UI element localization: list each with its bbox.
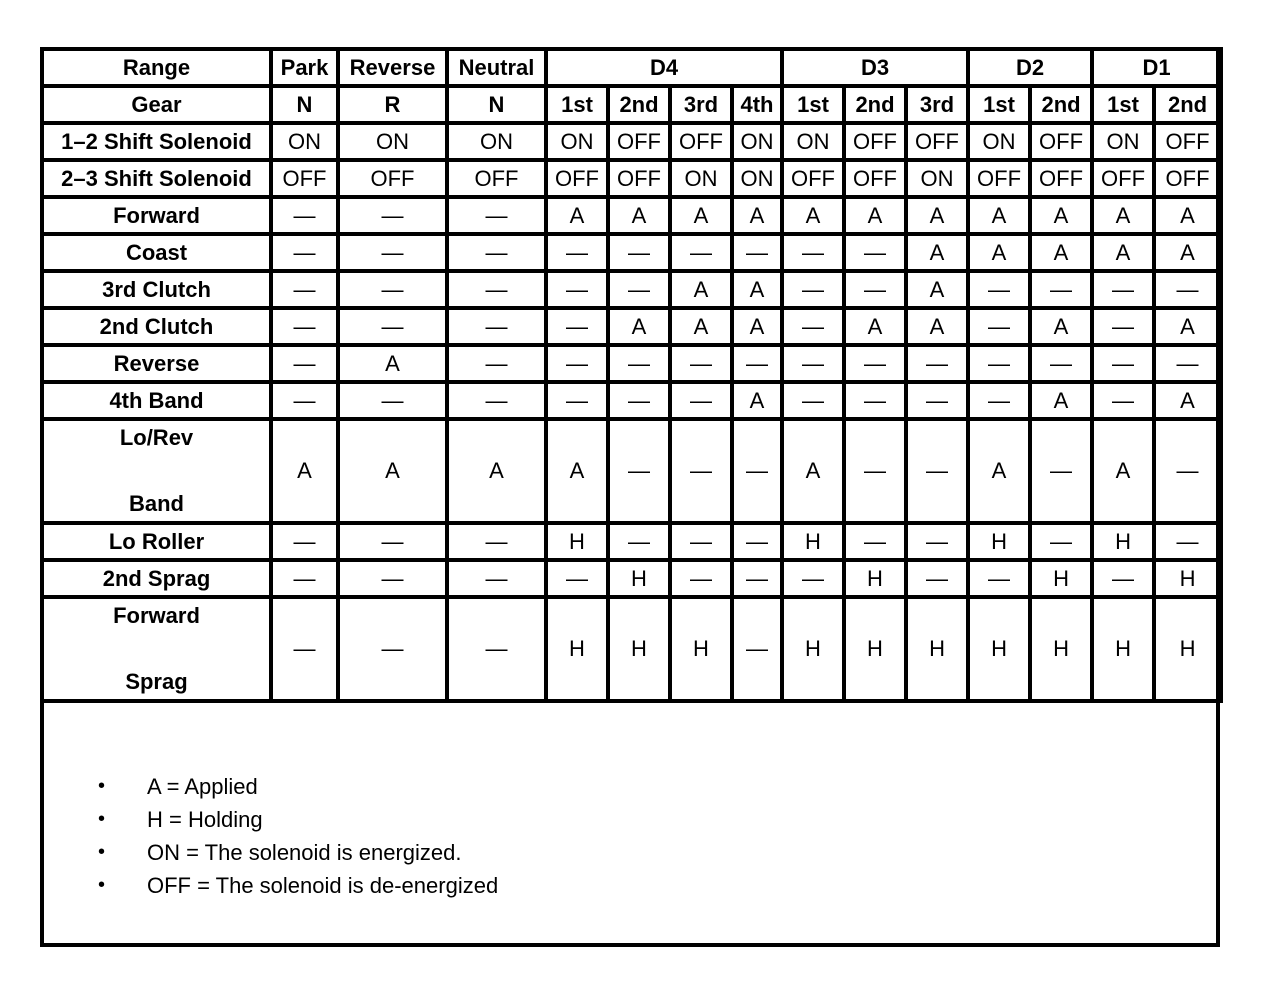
value-cell: —: [844, 271, 906, 308]
value-cell: H: [1092, 597, 1154, 701]
value-cell: —: [844, 345, 906, 382]
note-item: [44, 770, 1214, 803]
value-cell: A: [1030, 197, 1092, 234]
value-cell: H: [782, 597, 844, 701]
range-header-cell: Park: [271, 49, 338, 86]
value-cell: —: [608, 382, 670, 419]
row-label: 2nd Sprag: [42, 560, 271, 597]
gear-header-cell: N: [271, 86, 338, 123]
value-cell: OFF: [844, 160, 906, 197]
value-cell: A: [732, 271, 782, 308]
value-cell: —: [968, 382, 1030, 419]
value-cell: OFF: [1154, 123, 1221, 160]
value-cell: —: [546, 234, 608, 271]
value-cell: A: [546, 197, 608, 234]
value-cell: A: [1154, 382, 1221, 419]
value-cell: A: [906, 234, 968, 271]
gear-header-cell: 1st: [968, 86, 1030, 123]
value-cell: OFF: [608, 123, 670, 160]
gear-header-cell: 2nd: [1030, 86, 1092, 123]
value-cell: A: [844, 197, 906, 234]
value-cell: A: [1092, 197, 1154, 234]
value-cell: A: [670, 308, 732, 345]
table-row: [42, 597, 1221, 701]
value-cell: —: [844, 382, 906, 419]
range-header-cell: D3: [782, 49, 968, 86]
row-label-top: Forward: [113, 603, 200, 628]
value-cell: ON: [271, 123, 338, 160]
value-cell: —: [782, 560, 844, 597]
value-cell: H: [1154, 597, 1221, 701]
value-cell: —: [338, 197, 447, 234]
row-label: Reverse: [42, 345, 271, 382]
gear-header-cell: 1st: [782, 86, 844, 123]
value-cell: A: [732, 382, 782, 419]
value-cell: H: [844, 597, 906, 701]
value-cell: —: [338, 523, 447, 560]
value-cell: —: [670, 419, 732, 523]
value-cell: —: [968, 308, 1030, 345]
value-cell: —: [670, 382, 732, 419]
value-cell: H: [546, 597, 608, 701]
row-label: 4th Band: [42, 382, 271, 419]
value-cell: —: [271, 308, 338, 345]
value-cell: —: [906, 560, 968, 597]
value-cell: —: [1030, 271, 1092, 308]
value-cell: —: [447, 597, 546, 701]
value-cell: —: [447, 560, 546, 597]
table-row: [42, 197, 1221, 234]
note-text: H = Holding: [147, 807, 263, 832]
range-header-cell: D1: [1092, 49, 1221, 86]
table-row: [42, 308, 1221, 345]
value-cell: —: [732, 419, 782, 523]
value-cell: A: [447, 419, 546, 523]
value-cell: OFF: [844, 123, 906, 160]
gear-header-label: Gear: [42, 86, 271, 123]
value-cell: —: [1030, 419, 1092, 523]
value-cell: ON: [338, 123, 447, 160]
range-header-label: Range: [42, 49, 271, 86]
range-header-row: [42, 49, 1221, 86]
note-item: [44, 836, 1214, 869]
value-cell: A: [608, 308, 670, 345]
value-cell: —: [732, 523, 782, 560]
value-cell: —: [670, 234, 732, 271]
value-cell: A: [1092, 419, 1154, 523]
value-cell: OFF: [1092, 160, 1154, 197]
value-cell: —: [546, 560, 608, 597]
gear-header-cell: 3rd: [906, 86, 968, 123]
value-cell: OFF: [608, 160, 670, 197]
value-cell: H: [968, 523, 1030, 560]
value-cell: —: [732, 234, 782, 271]
value-cell: —: [447, 382, 546, 419]
value-cell: —: [1154, 419, 1221, 523]
table-row: [42, 271, 1221, 308]
value-cell: —: [1092, 560, 1154, 597]
value-cell: ON: [670, 160, 732, 197]
clutch-application-table: [40, 47, 1223, 703]
value-cell: A: [1030, 234, 1092, 271]
value-cell: —: [782, 382, 844, 419]
value-cell: ON: [906, 160, 968, 197]
value-cell: ON: [782, 123, 844, 160]
row-label: [42, 419, 271, 523]
value-cell: H: [844, 560, 906, 597]
gear-header-cell: 2nd: [1154, 86, 1221, 123]
value-cell: A: [732, 197, 782, 234]
value-cell: OFF: [271, 160, 338, 197]
value-cell: —: [906, 345, 968, 382]
value-cell: A: [968, 197, 1030, 234]
value-cell: —: [608, 419, 670, 523]
gear-header-cell: R: [338, 86, 447, 123]
value-cell: —: [906, 382, 968, 419]
row-label: Coast: [42, 234, 271, 271]
gear-header-cell: 3rd: [670, 86, 732, 123]
value-cell: A: [732, 308, 782, 345]
value-cell: A: [782, 197, 844, 234]
value-cell: H: [1154, 560, 1221, 597]
value-cell: —: [447, 308, 546, 345]
value-cell: A: [906, 308, 968, 345]
value-cell: OFF: [906, 123, 968, 160]
gear-header-cell: 2nd: [608, 86, 670, 123]
value-cell: —: [1092, 271, 1154, 308]
legend-notes: [44, 770, 1214, 902]
value-cell: —: [546, 345, 608, 382]
value-cell: —: [271, 523, 338, 560]
row-label: 3rd Clutch: [42, 271, 271, 308]
value-cell: —: [338, 382, 447, 419]
value-cell: —: [782, 308, 844, 345]
value-cell: A: [782, 419, 844, 523]
value-cell: OFF: [968, 160, 1030, 197]
table-row: [42, 523, 1221, 560]
value-cell: —: [1092, 382, 1154, 419]
table-row: [42, 382, 1221, 419]
table-row: [42, 160, 1221, 197]
value-cell: —: [670, 345, 732, 382]
value-cell: H: [546, 523, 608, 560]
value-cell: —: [782, 271, 844, 308]
value-cell: H: [968, 597, 1030, 701]
value-cell: A: [1030, 308, 1092, 345]
value-cell: ON: [447, 123, 546, 160]
value-cell: ON: [732, 160, 782, 197]
value-cell: —: [608, 234, 670, 271]
range-header-cell: Neutral: [447, 49, 546, 86]
value-cell: A: [670, 197, 732, 234]
value-cell: —: [1154, 271, 1221, 308]
value-cell: A: [844, 308, 906, 345]
value-cell: —: [844, 523, 906, 560]
table-row: [42, 345, 1221, 382]
value-cell: —: [608, 345, 670, 382]
value-cell: A: [338, 419, 447, 523]
value-cell: OFF: [1154, 160, 1221, 197]
row-label-top: Lo/Rev: [119, 425, 194, 450]
value-cell: —: [732, 597, 782, 701]
row-label: 2–3 Shift Solenoid: [42, 160, 271, 197]
value-cell: —: [338, 560, 447, 597]
gear-header-cell: N: [447, 86, 546, 123]
value-cell: H: [608, 597, 670, 701]
value-cell: —: [546, 382, 608, 419]
value-cell: —: [670, 560, 732, 597]
value-cell: OFF: [338, 160, 447, 197]
value-cell: H: [1030, 597, 1092, 701]
value-cell: A: [1154, 197, 1221, 234]
table-row: [42, 419, 1221, 523]
note-text: A = Applied: [147, 774, 258, 799]
value-cell: ON: [546, 123, 608, 160]
value-cell: A: [670, 271, 732, 308]
value-cell: —: [271, 271, 338, 308]
value-cell: —: [338, 308, 447, 345]
value-cell: OFF: [447, 160, 546, 197]
value-cell: H: [608, 560, 670, 597]
value-cell: A: [1030, 382, 1092, 419]
note-text: ON = The solenoid is energized.: [147, 840, 462, 865]
value-cell: A: [906, 271, 968, 308]
value-cell: H: [906, 597, 968, 701]
row-label-bottom: Band: [129, 491, 184, 516]
value-cell: H: [782, 523, 844, 560]
value-cell: —: [271, 560, 338, 597]
note-text: OFF = The solenoid is de-energized: [147, 873, 499, 898]
range-header-cell: D2: [968, 49, 1092, 86]
row-label: Lo Roller: [42, 523, 271, 560]
value-cell: A: [968, 234, 1030, 271]
value-cell: —: [271, 197, 338, 234]
value-cell: —: [271, 234, 338, 271]
value-cell: —: [844, 419, 906, 523]
value-cell: ON: [968, 123, 1030, 160]
row-label: [42, 597, 271, 701]
value-cell: —: [271, 597, 338, 701]
value-cell: ON: [1092, 123, 1154, 160]
value-cell: —: [271, 382, 338, 419]
value-cell: —: [732, 560, 782, 597]
value-cell: A: [1154, 308, 1221, 345]
value-cell: —: [1092, 345, 1154, 382]
range-header-cell: D4: [546, 49, 782, 86]
value-cell: —: [968, 345, 1030, 382]
value-cell: —: [1030, 345, 1092, 382]
value-cell: OFF: [782, 160, 844, 197]
value-cell: —: [608, 271, 670, 308]
value-cell: A: [271, 419, 338, 523]
gear-header-cell: 4th: [732, 86, 782, 123]
range-header-cell: Reverse: [338, 49, 447, 86]
value-cell: —: [906, 419, 968, 523]
row-label: 2nd Clutch: [42, 308, 271, 345]
value-cell: A: [906, 197, 968, 234]
gear-header-cell: 2nd: [844, 86, 906, 123]
value-cell: —: [1154, 523, 1221, 560]
value-cell: —: [447, 197, 546, 234]
value-cell: A: [608, 197, 670, 234]
value-cell: —: [338, 271, 447, 308]
value-cell: —: [546, 271, 608, 308]
value-cell: A: [546, 419, 608, 523]
gear-header-cell: 1st: [546, 86, 608, 123]
bullet-icon: •: [98, 775, 106, 797]
value-cell: —: [782, 234, 844, 271]
value-cell: —: [844, 234, 906, 271]
value-cell: —: [1030, 523, 1092, 560]
value-cell: —: [1154, 345, 1221, 382]
value-cell: —: [546, 308, 608, 345]
table-row: [42, 560, 1221, 597]
value-cell: A: [338, 345, 447, 382]
value-cell: OFF: [1030, 160, 1092, 197]
gear-header-cell: 1st: [1092, 86, 1154, 123]
bullet-icon: •: [98, 808, 106, 830]
value-cell: —: [447, 271, 546, 308]
value-cell: —: [968, 271, 1030, 308]
value-cell: —: [906, 523, 968, 560]
row-label: Forward: [42, 197, 271, 234]
value-cell: —: [732, 345, 782, 382]
value-cell: A: [968, 419, 1030, 523]
note-item: [44, 869, 1214, 902]
value-cell: —: [447, 345, 546, 382]
value-cell: OFF: [670, 123, 732, 160]
value-cell: —: [1092, 308, 1154, 345]
value-cell: —: [271, 345, 338, 382]
table-row: [42, 234, 1221, 271]
table-row: [42, 123, 1221, 160]
value-cell: —: [447, 523, 546, 560]
value-cell: —: [608, 523, 670, 560]
value-cell: —: [447, 234, 546, 271]
bullet-icon: •: [98, 841, 106, 863]
row-label: 1–2 Shift Solenoid: [42, 123, 271, 160]
value-cell: H: [1092, 523, 1154, 560]
value-cell: H: [1030, 560, 1092, 597]
value-cell: —: [782, 345, 844, 382]
value-cell: A: [1092, 234, 1154, 271]
value-cell: —: [338, 234, 447, 271]
row-label-bottom: Sprag: [125, 669, 188, 694]
value-cell: ON: [732, 123, 782, 160]
value-cell: OFF: [546, 160, 608, 197]
value-cell: H: [670, 597, 732, 701]
bullet-icon: •: [98, 874, 106, 896]
value-cell: —: [338, 597, 447, 701]
value-cell: —: [968, 560, 1030, 597]
note-item: [44, 803, 1214, 836]
value-cell: OFF: [1030, 123, 1092, 160]
value-cell: —: [670, 523, 732, 560]
value-cell: A: [1154, 234, 1221, 271]
gear-header-row: [42, 86, 1221, 123]
